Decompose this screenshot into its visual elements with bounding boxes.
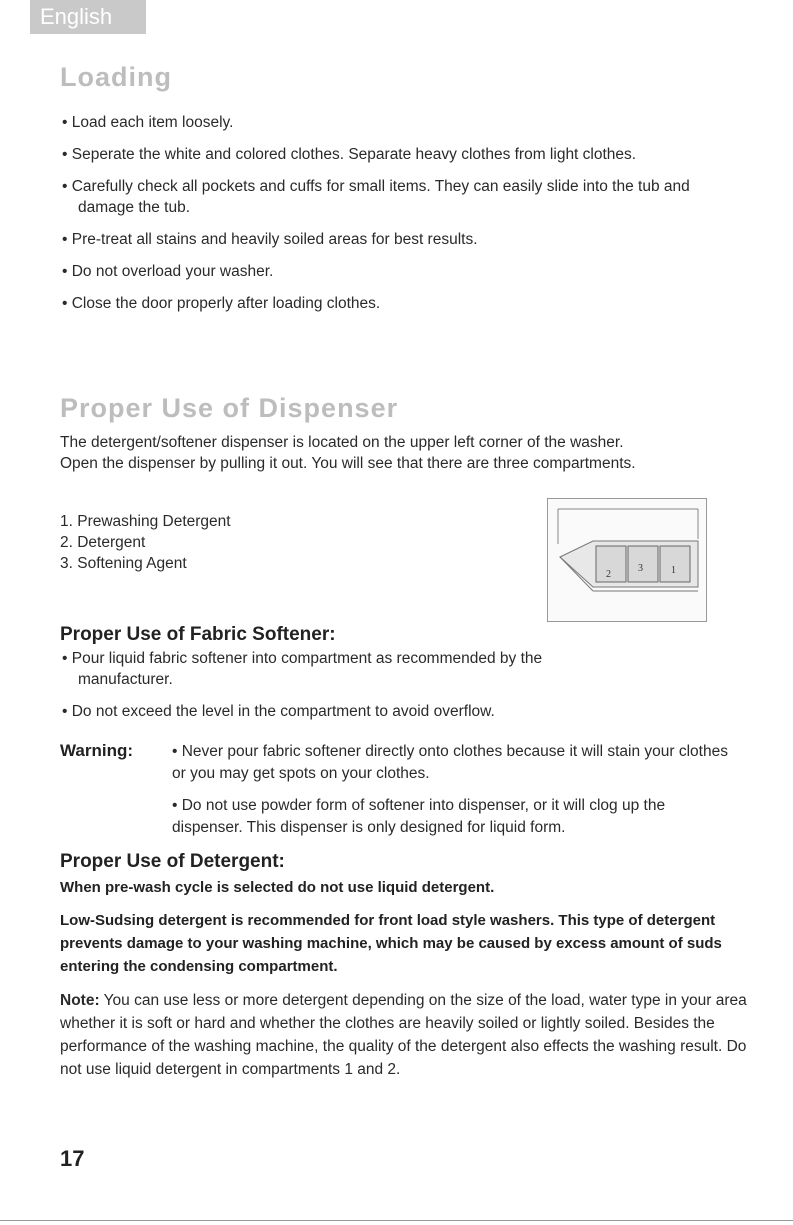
- list-item: • Pour liquid fabric softener into compartment as recommended by the manufacturer.: [62, 648, 622, 690]
- detergent-prewash-note: When pre-wash cycle is selected do not use liquid detergent.: [60, 879, 495, 896]
- compartment-list: [60, 511, 231, 574]
- list-item: • Do not overload your washer.: [62, 261, 742, 282]
- detergent-lowsuds-note: Low-Sudsing detergent is recommended for front load style washers. This type of detergent prevents damage to your washing machine, which may be caused by excess amount of suds entering the condensing compartment.: [60, 912, 722, 975]
- warning-text: Do not use powder form of softener into dispenser, or it will clog up the dispenser. This dispenser is only designed for liquid form.: [172, 797, 666, 836]
- detergent-note: [60, 989, 750, 1081]
- list-item: • Do not exceed the level in the compartment to avoid overflow.: [62, 701, 622, 722]
- page-divider: [0, 1220, 793, 1221]
- language-tab: English: [30, 0, 146, 34]
- dispenser-illustration: [547, 498, 707, 622]
- list-item: • Close the door properly after loading clothes.: [62, 293, 742, 314]
- loading-heading: Loading: [60, 62, 172, 92]
- list-item: • Pre-treat all stains and heavily soiled areas for best results.: [62, 229, 742, 250]
- list-item: • Load each item loosely.: [62, 112, 742, 133]
- dispenser-intro: The detergent/softener dispenser is located on the upper left corner of the washer. Open the dispenser by pulling it out. You will see that there are three compartments.: [60, 434, 636, 472]
- detergent-heading: Proper Use of Detergent:: [60, 851, 285, 872]
- softener-list: [62, 648, 622, 733]
- note-text: You can use less or more detergent depending on the size of the load, water type in your area whether it is soft or hard and whether the clothes are heavily soiled or lightly soiled. Besides the performance of the washing machine, the quality of the detergent also effects the washing result. Do not use liquid detergent in compartments 1 and 2.: [60, 992, 747, 1078]
- warning-item: • Do not use powder form of softener into dispenser, or it will clog up the dispenser. This dispenser is only designed for liquid form.: [172, 797, 666, 836]
- list-item: • Seperate the white and colored clothes. Separate heavy clothes from light clothes.: [62, 144, 742, 165]
- figure-label: 2: [606, 569, 611, 580]
- figure-label: 1: [671, 565, 676, 576]
- warning-item: • Never pour fabric softener directly onto clothes because it will stain your clothes or you may get spots on your clothes.: [172, 743, 728, 782]
- softener-heading: Proper Use of Fabric Softener:: [60, 624, 336, 645]
- warning-text: Never pour fabric softener directly onto clothes because it will stain your clothes or you may get spots on your clothes.: [172, 743, 728, 782]
- warning-label: Warning:: [60, 741, 134, 760]
- note-label: Note:: [60, 992, 100, 1009]
- list-item: • Carefully check all pockets and cuffs for small items. They can easily slide into the tub and damage the tub.: [62, 176, 742, 218]
- list-item: 3. Softening Agent: [60, 555, 187, 572]
- loading-list: [62, 112, 742, 325]
- figure-label: 3: [638, 563, 643, 574]
- list-item: 1. Prewashing Detergent: [60, 513, 231, 530]
- list-item: 2. Detergent: [60, 534, 146, 551]
- dispenser-heading: Proper Use of Dispenser: [60, 393, 399, 423]
- page-number: 17: [60, 1146, 85, 1171]
